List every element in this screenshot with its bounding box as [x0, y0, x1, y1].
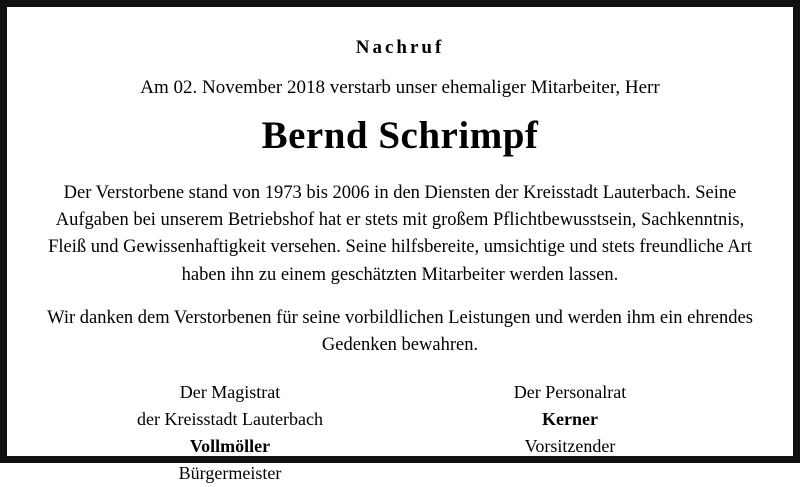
signature-right	[460, 379, 680, 460]
signature-left	[120, 379, 340, 487]
notice-inner	[35, 27, 765, 484]
deceased-name: Bernd Schrimpf	[261, 114, 539, 157]
intro-text: Am 02. November 2018 verstarb unser ehemaliger Mitarbeiter, Herr	[140, 77, 660, 98]
signature-right-name: Kerner	[542, 409, 598, 430]
signature-left-line-1: Der Magistrat	[179, 382, 281, 403]
signature-block	[35, 379, 765, 487]
tribute-paragraph-1: Der Verstorbene stand von 1973 bis 2006 in den Diensten der Kreisstadt Lauterbach. Seine Aufgaben bei unserem Betriebshof hat er stets mit großem Pflichtbewusstsein, Sachkenntnis, Fleiß und Gewissenhaftigkeit versehen. Seine hilfsbereite, umsichtige und stets freundliche Art haben ihn zu einem geschätzten Mitarbeiter werden lassen.	[48, 183, 752, 285]
tribute-paragraph-2: Wir danken dem Verstorbenen für seine vorbildlichen Leistungen und werden ihm ein ehrendes Gedenken bewahren.	[47, 307, 753, 355]
signature-left-role: Bürgermeister	[178, 463, 282, 484]
signature-right-line-1: Der Personalrat	[513, 382, 627, 403]
signature-left-name: Vollmöller	[189, 436, 271, 457]
signature-left-line-2: der Kreisstadt Lauterbach	[137, 409, 323, 430]
page-title: Nachruf	[355, 37, 445, 58]
signature-right-role: Vorsitzender	[524, 436, 616, 457]
